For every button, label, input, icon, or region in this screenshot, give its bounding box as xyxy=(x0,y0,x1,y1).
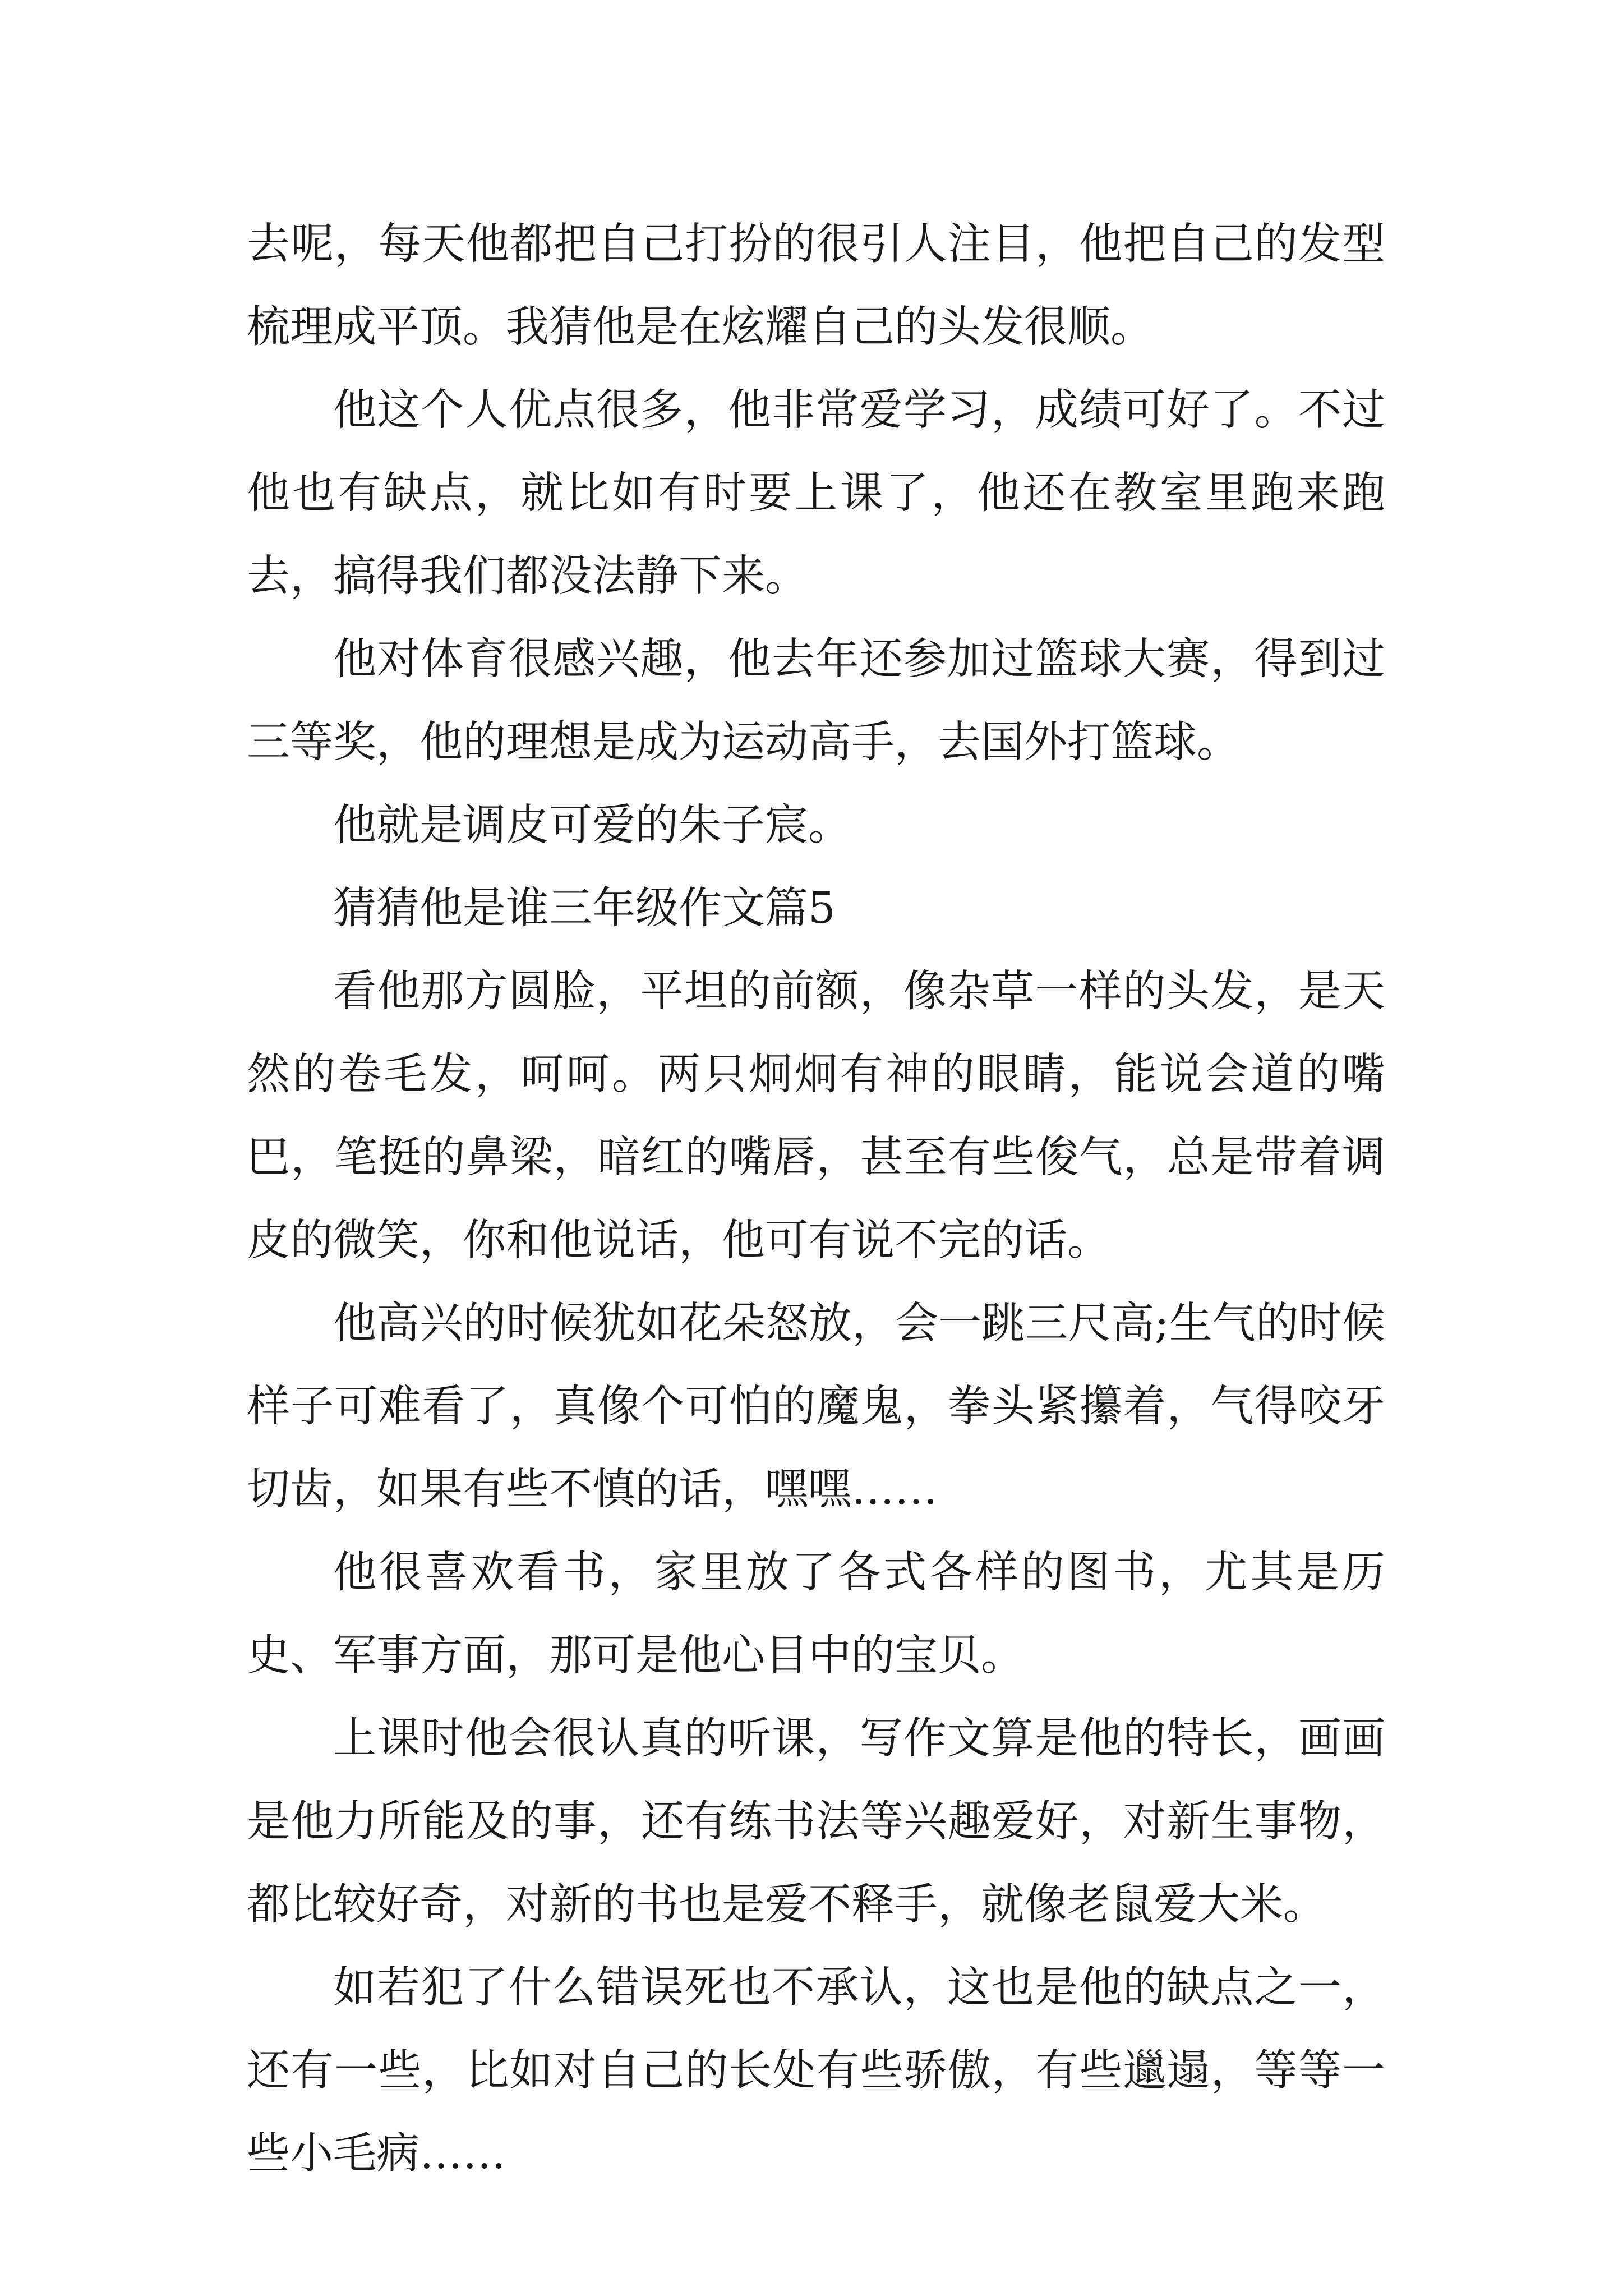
paragraph: 看他那方圆脸，平坦的前额，像杂草一样的头发，是天然的卷毛发，呵呵。两只炯炯有神的眼睛，能说会道的嘴巴，笔挺的鼻梁，暗红的嘴唇，甚至有些俊气，总是带着调皮的微笑，你和他说话，他可有说不完的话。 xyxy=(247,967,1385,1266)
paragraph: 他就是调皮可爱的朱子宸。 xyxy=(333,800,851,850)
paragraph: 他对体育很感兴趣，他去年还参加过篮球大赛，得到过三等奖，他的理想是成为运动高手，去国外打篮球。 xyxy=(247,634,1385,767)
section-heading: 猜猜他是谁三年级作文篇5 xyxy=(333,884,836,933)
paragraph: 他这个人优点很多，他非常爱学习，成绩可好了。不过他也有缺点，就比如有时要上课了，他还在教室里跑来跑去，搞得我们都没法静下来。 xyxy=(247,385,1385,601)
paragraph: 如若犯了什么错误死也不承认，这也是他的缺点之一，还有一些，比如对自己的长处有些骄傲，有些邋遢，等等一些小毛病…… xyxy=(247,1963,1385,2179)
paragraph: 他很喜欢看书，家里放了各式各样的图书，尤其是历史、军事方面，那可是他心目中的宝贝。 xyxy=(247,1548,1385,1681)
paragraph: 上课时他会很认真的听课，写作文算是他的特长，画画是他力所能及的事，还有练书法等兴趣爱好，对新生事物，都比较好奇，对新的书也是爱不释手，就像老鼠爱大米。 xyxy=(247,1714,1385,1930)
paragraph-continuation: 去呢，每天他都把自己打扮的很引人注目，他把自己的发型梳理成平顶。我猜他是在炫耀自己的头发很顺。 xyxy=(247,219,1385,352)
document-body xyxy=(247,203,1385,2196)
paragraph: 他高兴的时候犹如花朵怒放，会一跳三尺高;生气的时候样子可难看了，真像个可怕的魔鬼，拳头紧攥着，气得咬牙切齿，如果有些不慎的话，嘿嘿…… xyxy=(247,1299,1385,1515)
